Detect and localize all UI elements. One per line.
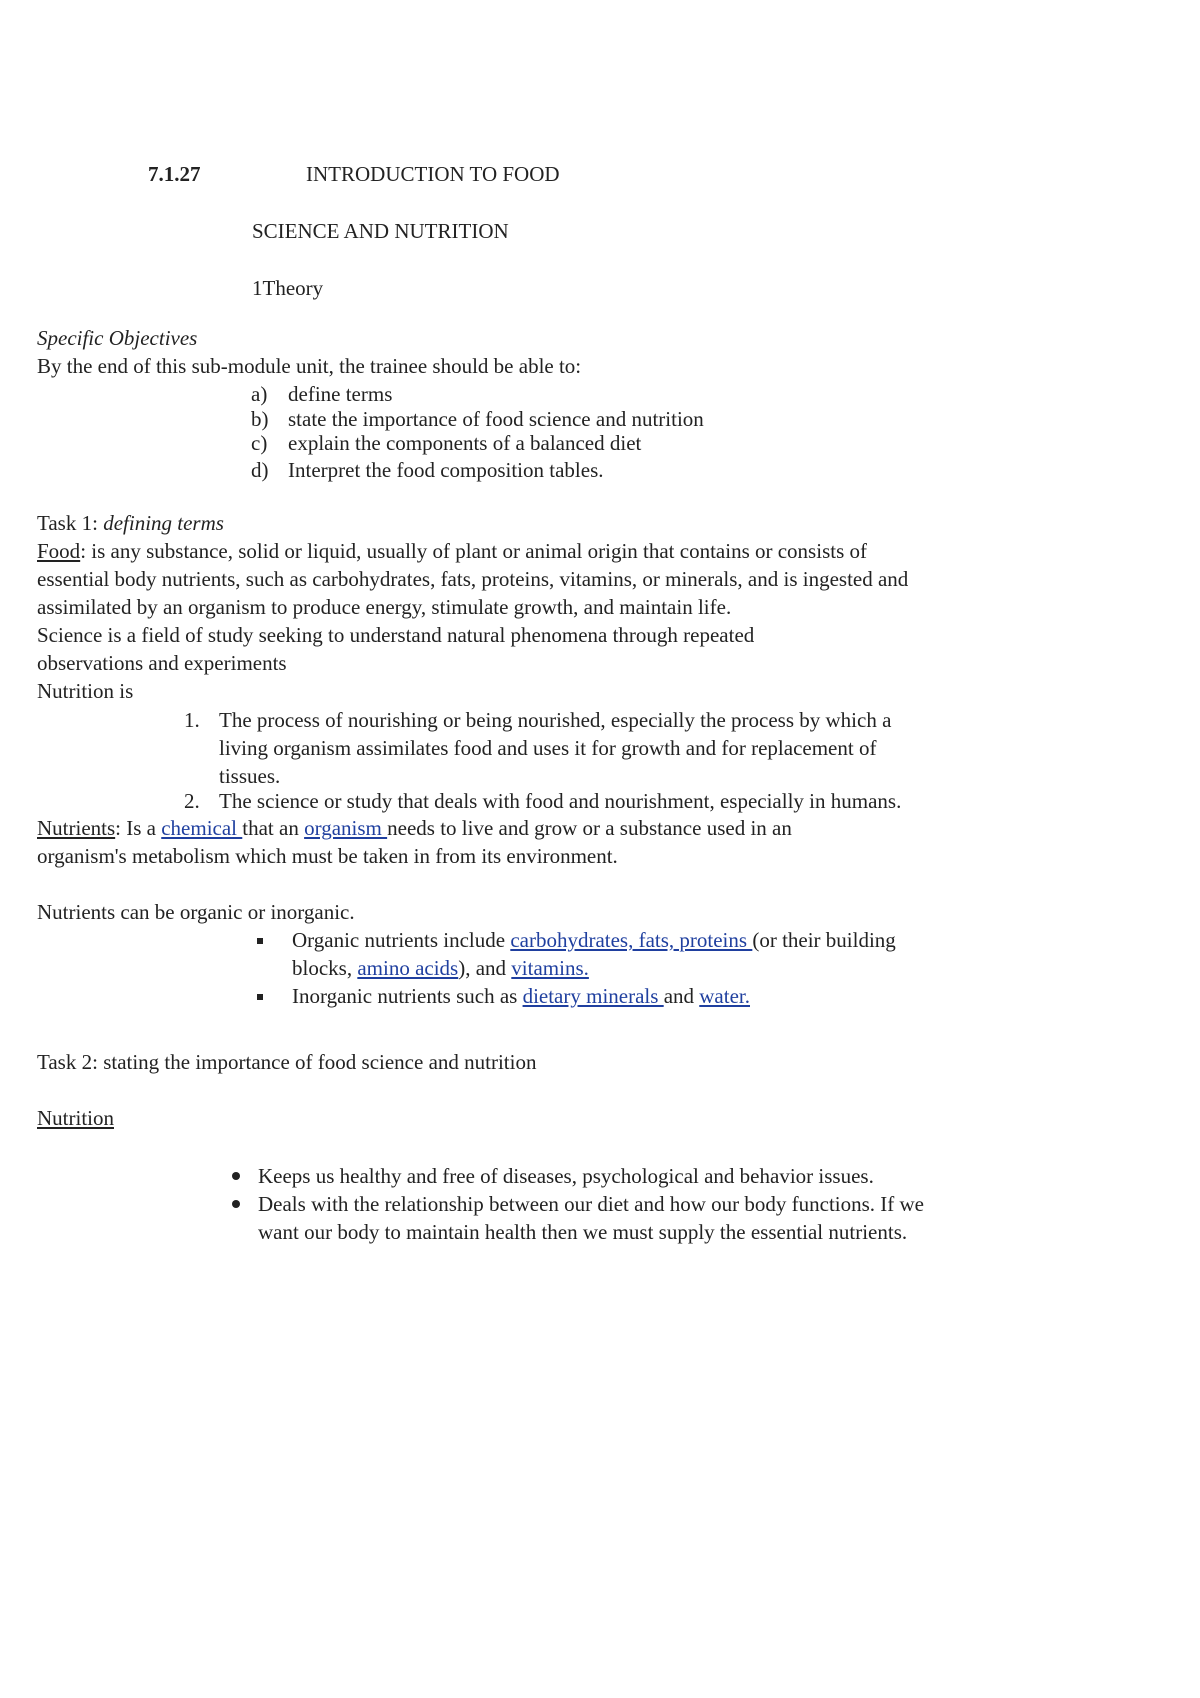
list-item: define terms: [288, 382, 393, 406]
task1-heading: [37, 509, 224, 537]
list-marker: a): [251, 382, 268, 406]
nutrients-text: that an: [242, 816, 305, 840]
bullet-icon: [232, 1200, 240, 1208]
nutrition-heading: Nutrition: [37, 1106, 114, 1130]
list-item: The process of nourishing or being nourished, especially the process by which a: [219, 708, 892, 732]
nutrients-term: Nutrients: [37, 816, 116, 840]
food-term: Food: [37, 539, 81, 563]
food-definition-text: : is any substance, solid or liquid, usually of plant or animal origin that contains or consists of: [80, 539, 867, 563]
objectives-intro: By the end of this sub-module unit, the trainee should be able to:: [37, 354, 582, 378]
organic-text: blocks,: [292, 956, 358, 980]
science-definition-line2: observations and experiments: [37, 651, 287, 675]
list-item: explain the components of a balanced diet: [288, 431, 642, 455]
food-definition-line3: assimilated by an organism to produce energy, stimulate growth, and maintain life.: [37, 595, 732, 619]
square-bullet-icon: [257, 994, 263, 1000]
unit-title-line1: INTRODUCTION TO FOOD: [306, 162, 560, 186]
list-marker: 2.: [184, 789, 200, 813]
inorganic-text: Inorganic nutrients such as: [292, 984, 523, 1008]
chemical-link[interactable]: chemical: [161, 816, 243, 840]
list-marker: d): [251, 458, 269, 482]
dietary-minerals-link[interactable]: dietary minerals: [522, 984, 664, 1008]
list-item-continuation: living organism assimilates food and uses it for growth and for replacement of: [219, 736, 877, 760]
nutrients-definition-line2: organism's metabolism which must be taken in from its environment.: [37, 844, 618, 868]
unit-title-line2: SCIENCE AND NUTRITION: [252, 219, 509, 243]
task2-heading: Task 2: stating the importance of food science and nutrition: [37, 1050, 537, 1074]
list-item: Interpret the food composition tables.: [288, 458, 604, 482]
nutrients-text: needs to live and grow or a substance used in an: [387, 816, 792, 840]
organic-nutrients-line1: [292, 926, 896, 954]
nutrients-definition-line1: [37, 814, 792, 842]
objectives-heading: Specific Objectives: [37, 326, 198, 350]
nutrients-text: : Is a: [115, 816, 162, 840]
list-marker: c): [251, 431, 268, 455]
list-item-continuation: tissues.: [219, 764, 281, 788]
organism-link[interactable]: organism: [304, 816, 388, 840]
list-item: state the importance of food science and nutrition: [288, 407, 704, 431]
bullet-icon: [232, 1172, 240, 1180]
amino-acids-link[interactable]: amino acids: [357, 956, 459, 980]
food-definition-line1: [37, 537, 867, 565]
food-definition-line2: essential body nutrients, such as carbohydrates, fats, proteins, vitamins, or minerals, and is ingested and: [37, 567, 909, 591]
carbohydrates-fats-proteins-link[interactable]: carbohydrates, fats, proteins: [510, 928, 753, 952]
water-link[interactable]: water.: [699, 984, 750, 1008]
list-item: The science or study that deals with food and nourishment, especially in humans.: [219, 789, 902, 813]
organic-nutrients-line2: [292, 954, 589, 982]
inorganic-text: and: [663, 984, 700, 1008]
unit-code: 7.1.27: [148, 162, 201, 186]
list-item-continuation: want our body to maintain health then we must supply the essential nutrients.: [258, 1220, 908, 1244]
square-bullet-icon: [257, 938, 263, 944]
list-item: Keeps us healthy and free of diseases, psychological and behavior issues.: [258, 1164, 874, 1188]
nutrition-intro: Nutrition is: [37, 679, 134, 703]
list-marker: b): [251, 407, 269, 431]
list-item: Deals with the relationship between our diet and how our body functions. If we: [258, 1192, 925, 1216]
task1-title: defining terms: [103, 511, 224, 535]
organic-text: Organic nutrients include: [292, 928, 511, 952]
organic-inorganic-intro: Nutrients can be organic or inorganic.: [37, 900, 355, 924]
task1-label: Task 1:: [37, 511, 104, 535]
list-marker: 1.: [184, 708, 200, 732]
science-definition-line1: Science is a field of study seeking to understand natural phenomena through repeated: [37, 623, 755, 647]
organic-text: ), and: [458, 956, 512, 980]
inorganic-nutrients-line: [292, 982, 750, 1010]
vitamins-link[interactable]: vitamins.: [511, 956, 589, 980]
unit-subtitle: 1Theory: [252, 276, 324, 300]
organic-text: (or their building: [752, 928, 896, 952]
